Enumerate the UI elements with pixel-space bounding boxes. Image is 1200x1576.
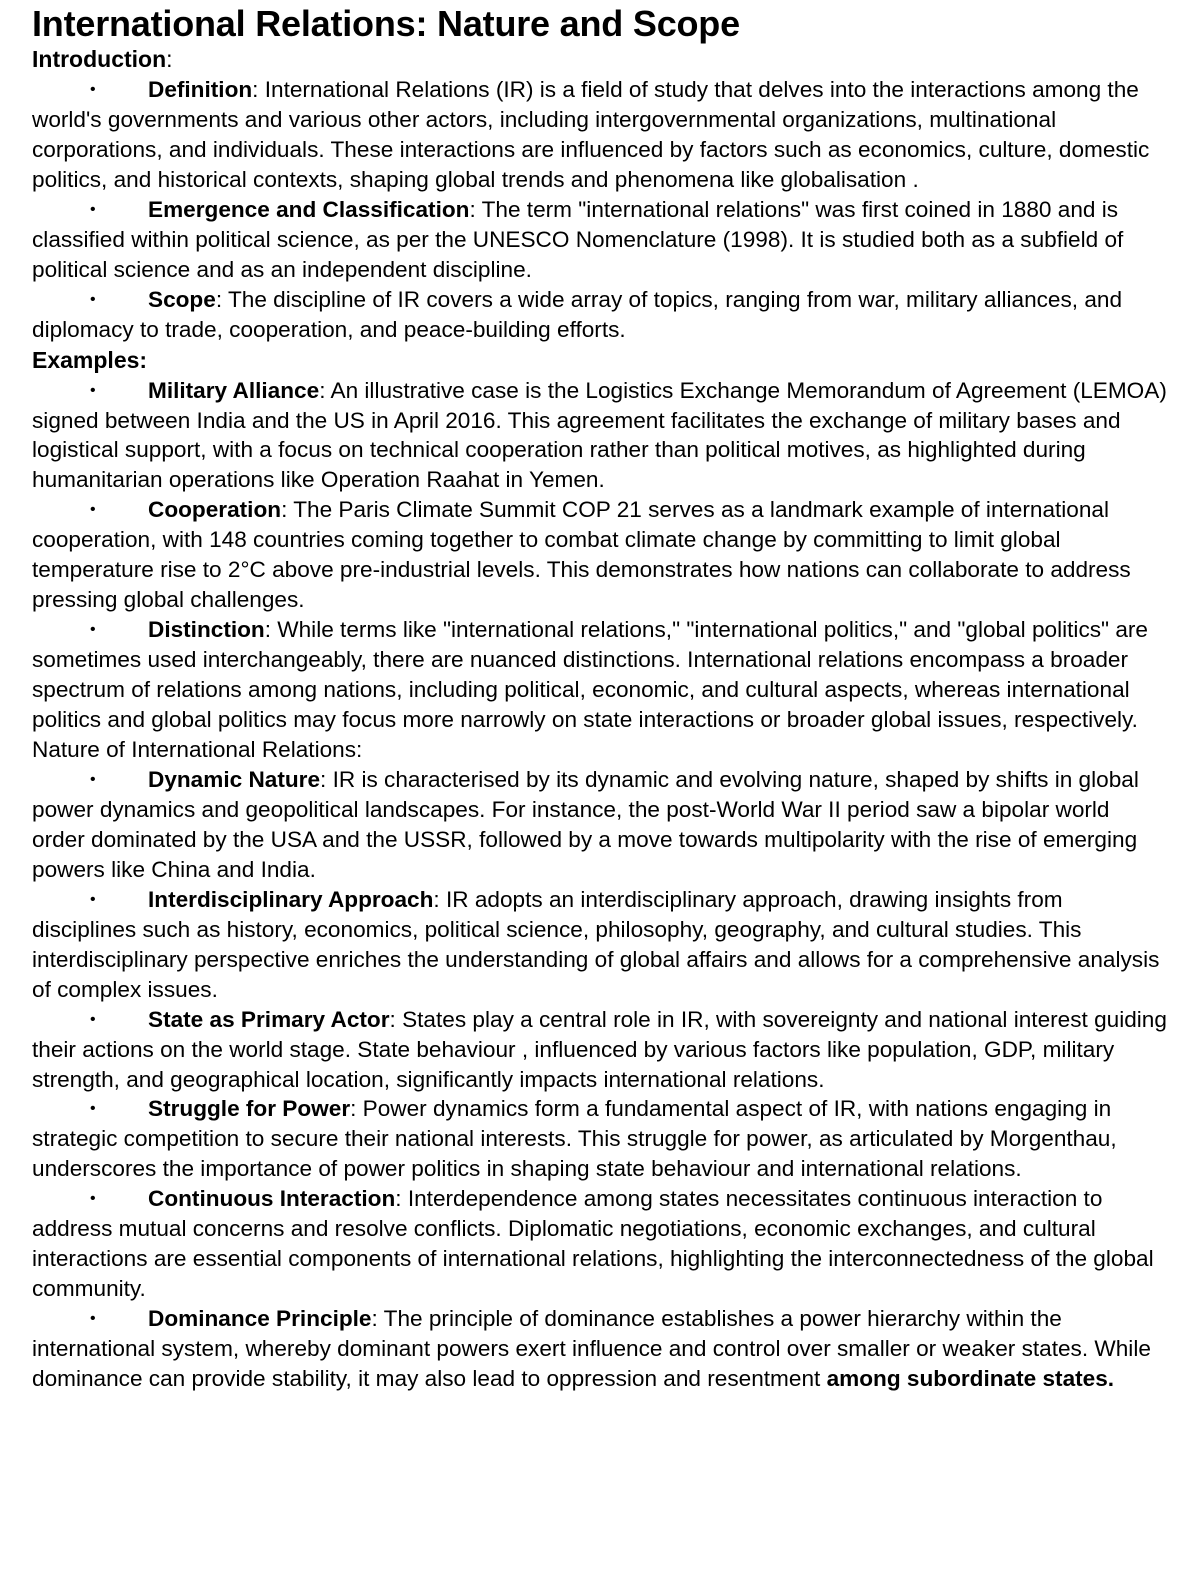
item-closing-bold: among subordinate states. [826,1366,1115,1392]
document-page [32,4,1168,1394]
bullet-icon: • [90,200,96,218]
item-term: State as Primary Actor [148,1006,390,1032]
list-item-interdisciplinary [32,885,1168,1005]
item-term: Distinction [148,617,265,643]
bullet-icon: • [90,621,96,639]
item-text: : IR adopts an interdisciplinary approach, drawing insights from disciplines such as history, economics, political science, philosophy, geography, and cultural studies. This interdisciplinary perspective enriches the understanding of global affairs and allows for a comprehensive analysis of complex issues. [32,886,1160,1002]
section-heading-colon: : [166,46,173,72]
item-text: : States play a central role in IR, with sovereignty and national interest guiding their actions on the world stage. State behaviour , influenced by various factors like population, GDP, military strength, and geographical location, significantly impacts international relations. [32,1006,1167,1092]
item-text: : An illustrative case is the Logistics Exchange Memorandum of Agreement (LEMOA) signed between India and the US in April 2016. This agreement facilitates the exchange of military bases and logistical support, with a focus on technical cooperation rather than political motives, as highlighted during humanitarian operations like Operation Raahat in Yemen. [32,377,1167,493]
item-term: Dominance Principle [148,1306,372,1332]
nature-list [32,765,1168,1394]
section-heading-text: Introduction [32,46,167,72]
item-text: : Power dynamics form a fundamental aspect of IR, with nations engaging in strategic competition to secure their national interests. This struggle for power, as articulated by Morgenthau, underscores the importance of power politics in shaping state behaviour and international relations. [32,1096,1117,1182]
list-item-military-alliance [32,376,1168,496]
list-item-struggle-for-power [32,1094,1168,1184]
bullet-icon: • [90,81,96,98]
bullet-icon: • [90,1190,96,1208]
item-term: Emergence and Classification [148,196,470,222]
section-heading-text: Examples: [32,346,148,373]
bullet-icon: • [90,381,96,399]
item-term: Military Alliance [148,377,320,403]
introduction-list [32,75,1168,345]
item-text: : IR is characterised by its dynamic and evolving nature, shaped by shifts in global power dynamics and geopolitical landscapes. For instance, the post-World War II period saw a bipolar world order dominated by the USA and the USSR, followed by a move towards multipolarity with the rise of emerging powers like China and India. [32,766,1139,882]
document-title: International Relations: Nature and Scope [32,3,740,44]
examples-list [32,376,1168,735]
item-term: Struggle for Power [148,1096,351,1122]
item-term: Scope [148,286,216,312]
item-text: : The discipline of IR covers a wide array of topics, ranging from war, military alliances, and diplomacy to trade, cooperation, and peace-building efforts. [32,286,1123,342]
bullet-icon: • [90,1100,96,1118]
list-item-scope [32,285,1168,345]
item-text: : Interdependence among states necessitates continuous interaction to address mutual concerns and resolve conflicts. Diplomatic negotiations, economic exchanges, and cultural interactions are essential components of international relations, highlighting the interconnectedness of the global community. [32,1186,1154,1302]
list-item-definition [32,75,1168,195]
item-term: Definition [148,77,253,102]
list-item-dynamic-nature [32,765,1168,885]
bullet-icon: • [90,501,96,519]
item-text: : International Relations (IR) is a field of study that delves into the interactions among the world's governments and various other actors, including intergovernmental organizations, multinational corporations, and individuals. These interactions are influenced by factors such as economics, culture, domestic politics, and historical contexts, shaping global trends and phenomena like globalisation . [32,77,1150,192]
bullet-icon: • [90,770,96,788]
list-item-dominance-principle [32,1304,1168,1394]
bullet-icon: • [90,890,96,908]
section-heading-introduction [32,44,1168,75]
bullet-icon: • [90,1310,96,1328]
item-term: Interdisciplinary Approach [148,886,434,912]
item-term: Dynamic Nature [148,766,321,792]
item-text: : The principle of dominance establishes a power hierarchy within the international system, whereby dominant powers exert influence and control over smaller or weaker states. While dominance can provide stability, it may also lead to oppression and resentment [32,1306,1151,1392]
item-text: : The Paris Climate Summit COP 21 serves as a landmark example of international cooperation, with 148 countries coming together to combat climate change by committing to limit global temperature rise to 2°C above pre-industrial levels. This demonstrates how nations can collaborate to address pressing global challenges. [32,497,1131,613]
item-term: Cooperation [148,497,282,523]
bullet-icon: • [90,290,96,308]
list-item-state-primary-actor [32,1005,1168,1095]
item-text: : The term "international relations" was first coined in 1880 and is classified within political science, as per the UNESCO Nomenclature (1998). It is studied both as a subfield of political science and as an independent discipline. [32,196,1124,282]
item-term: Continuous Interaction [148,1186,396,1212]
bullet-icon: • [90,1010,96,1028]
list-item-cooperation [32,495,1168,615]
section-heading-examples [32,345,1168,376]
list-item-emergence [32,195,1168,285]
list-item-continuous-interaction [32,1184,1168,1304]
list-item-distinction [32,615,1168,735]
section-heading-nature: Nature of International Relations: [32,737,363,763]
item-text: : While terms like "international relations," "international politics," and "global politics" are sometimes used interchangeably, there are nuanced distinctions. International relations encompass a broader spectrum of relations among nations, including political, economic, and cultural aspects, whereas international politics and global politics may focus more narrowly on state interactions or broader global issues, respectively. [32,617,1148,733]
